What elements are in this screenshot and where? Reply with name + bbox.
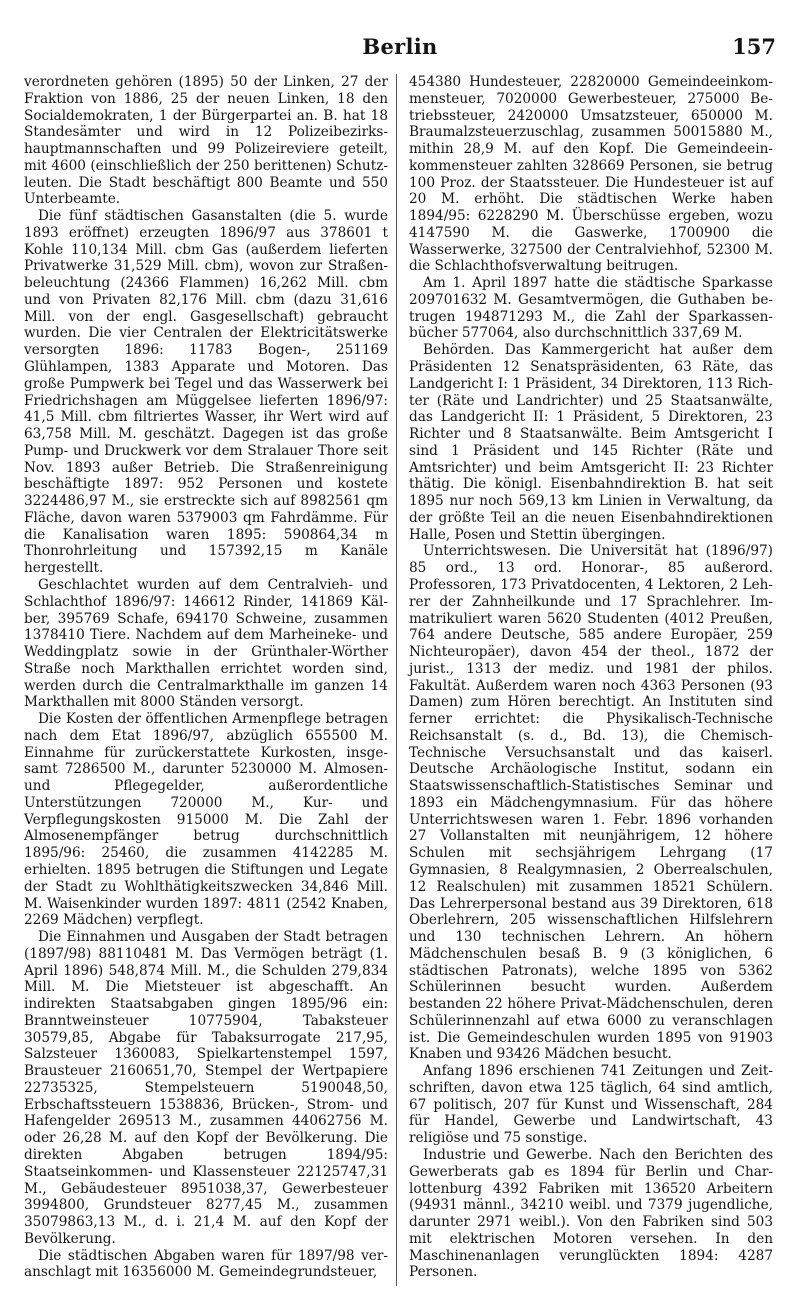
paragraph: Industrie und Gewerbe. Nach den Berichten des Gewerberats gab es 1894 für Berlin und Charlottenburg 4392 Fabriken mit 136520 Arbeitern (94931 männl., 34210 weibl. und 7379 jugendliche, darunter 2971 weibl.). Von den Fabriken sind 503 mit elektrischen Motoren versehen. In den Maschinenanlagen verunglückten 1894: 4287 Personen. (409, 1147, 773, 1281)
paragraph: Anfang 1896 erschienen 741 Zeitungen und Zeitschriften, davon etwa 125 täglich, 64 sind amtlich, 67 politisch, 207 für Kunst und Wissenschaft, 284 für Handel, Gewerbe und Landwirtschaft, 43 religiöse und 75 sonstige. (409, 1063, 773, 1147)
page-number: 157 (732, 34, 776, 59)
left-column (24, 74, 388, 1281)
running-title: Berlin (362, 34, 438, 59)
column-divider (396, 74, 397, 1286)
paragraph: Am 1. April 1897 hatte die städtische Sparkasse 209701632 M. Gesamtvermögen, die Guthaben betrugen 194871293 M., die Zahl der Sparkassenbücher 577064, also durchschnittlich 337,69 M. (409, 275, 773, 342)
paragraph: Die städtischen Abgaben waren für 1897/98 veranschlagt mit 16356000 M. Gemeindegrundsteuer, (24, 1247, 388, 1281)
paragraph: Die Kosten der öffentlichen Armenpflege betragen nach dem Etat 1896/97, abzüglich 655500 M. Einnahme für zurückerstattete Kurkosten, insgesamt 7286500 M., darunter 5230000 M. Almosen- und Pflegegelder, außerordentliche Unterstützungen 720000 M., Kur- und Verpflegungskosten 915000 M. Die Zahl der Almosenempfänger betrug durchschnittlich 1895/96: 25460, die zusammen 4142285 M. erhielten. 1895 betrugen die Stiftungen und Legate der Stadt zu Wohlthätigkeitszwecken 34,846 Mill. M. Waisenkinder wurden 1897: 4811 (2542 Knaben, 2269 Mädchen) verpflegt. (24, 711, 388, 929)
paragraph: Unterrichtswesen. Die Universität hat (1896/97) 85 ord., 13 ord. Honorar-, 85 außerord. Professoren, 173 Privatdocenten, 4 Lektoren, 2 Lehrer der Zahnheilkunde und 17 Sprachlehrer. Immatrikuliert waren 5620 Studenten (4012 Preußen, 764 andere Deutsche, 585 andere Europäer, 259 Nichteuropäer), davon 454 der theol., 1872 der jurist., 1313 der mediz. und 1981 der philos. Fakultät. Außerdem waren noch 4363 Personen (93 Damen) zum Hören berechtigt. An Instituten sind ferner errichtet: die Physikalisch-Technische Reichsanstalt (s. d., Bd. 13), die Chemisch-Technische Versuchsanstalt und das kaiserl. Deutsche Archäologische Institut, sodann ein Staatswissenschaftlich-Statistisches Seminar und 1893 ein Mädchengymnasium. Für das höhere Unterrichtswesen waren 1. Febr. 1896 vorhanden 27 Vollanstalten mit neunjährigem, 12 höhere Schulen mit sechsjährigem Lehrgang (17 Gymnasien, 8 Realgymnasien, 2 Oberrealschulen, 12 Realschulen) mit zusammen 18521 Schülern. Das Lehrerpersonal bestand aus 39 Direktoren, 618 Oberlehrern, 205 wissenschaftlichen Hilfslehrern und 130 technischen Lehrern. An höhern Mädchenschulen besaß B. 9 (3 königlichen, 6 städtischen Patronats), welche 1895 von 5362 Schülerinnen besucht wurden. Außerdem bestanden 22 höhere Privat-Mädchenschulen, deren Schülerinnenzahl auf etwa 6000 zu veranschlagen ist. Die Gemeindeschulen wurden 1895 von 91903 Knaben und 93426 Mädchen besucht. (409, 543, 773, 1063)
paragraph: verordneten gehören (1895) 50 der Linken, 27 der Fraktion von 1886, 25 der neuen Linken, 18 den Socialdemokraten, 1 der Bürgerpartei an. B. hat 18 Standesämter und wird in 12 Polizeibezirkshauptmannschaften und 99 Polizeireviere geteilt, mit 4600 (einschließlich der 250 berittenen) Schutzleuten. Die Stadt beschäftigt 800 Beamte und 550 Unterbeamte. (24, 74, 388, 208)
paragraph: Die fünf städtischen Gasanstalten (die 5. wurde 1893 eröffnet) erzeugten 1896/97 aus 378601 t Kohle 110,134 Mill. cbm Gas (außerdem lieferten Privatwerke 31,529 Mill. cbm), wovon zur Straßenbeleuchtung (24366 Flammen) 16,262 Mill. cbm und von Privaten 82,176 Mill. cbm (dazu 31,616 Mill. von der engl. Gasgesellschaft) gebraucht wurden. Die vier Centralen der Elektricitätswerke versorgten 1896: 11783 Bogen-, 251169 Glühlampen, 1383 Apparate und Motoren. Das große Pumpwerk bei Tegel und das Wasserwerk bei Friedrichshagen am Müggelsee lieferten 1896/97: 41,5 Mill. cbm filtriertes Wasser, ihr Wert wird auf 63,758 Mill. M. geschätzt. Dagegen ist das große Pump- und Druckwerk vor dem Stralauer Thore seit Nov. 1893 außer Betrieb. Die Straßenreinigung beschäftigte 1897: 952 Personen und kostete 3224486,97 M., sie erstreckte sich auf 8982561 qm Fläche, davon waren 5379003 qm Fahrdämme. Für die Kanalisation waren 1895: 590864,34 m Thonrohrleitung und 157392,15 m Kanäle hergestellt. (24, 208, 388, 577)
right-column (409, 74, 773, 1281)
paragraph: 454380 Hundesteuer, 22820000 Gemeindeeinkommensteuer, 7020000 Gewerbesteuer, 275000 Betriebssteuer, 2420000 Umsatzsteuer, 650000 M. Braumalzsteuerzuschlag, zusammen 50015880 M., mithin 28,9 M. auf den Kopf. Die Gemeindeeinkommensteuer zahlten 328669 Personen, sie betrug 100 Proz. der Staatssteuer. Die Hundesteuer ist auf 20 M. erhöht. Die städtischen Werke haben 1894/95: 6228290 M. Überschüsse ergeben, wozu 4147590 M. die Gaswerke, 1700900 die Wasserwerke, 327500 der Centralviehhof, 52300 M. die Schlachthofsverwaltung beitrugen. (409, 74, 773, 275)
paragraph: Geschlachtet wurden auf dem Centralvieh- und Schlachthof 1896/97: 146612 Rinder, 141869 Kälber, 395769 Schafe, 694170 Schweine, zusammen 1378410 Tiere. Nachdem auf dem Marheineke- und Weddingplatz sowie in der Grünthaler-Wörther Straße noch Markthallen errichtet worden sind, werden durch die Centralmarkthalle im ganzen 14 Markthallen mit 8000 Ständen versorgt. (24, 576, 388, 711)
page-header (24, 34, 776, 64)
paragraph: Die Einnahmen und Ausgaben der Stadt betragen (1897/98) 88110481 M. Das Vermögen beträgt (1. April 1896) 548,874 Mill. M., die Schulden 279,834 Mill. M. Die Mietsteuer ist abgeschafft. An indirekten Staatsabgaben gingen 1895/96 ein: Branntweinsteuer 10775904, Tabaksteuer 30579,85, Abgabe für Tabaksurrogate 217,95, Salzsteuer 1360083, Spielkartenstempel 1597, Brausteuer 2160651,70, Stempel der Wertpapiere 22735325, Stempelsteuern 5190048,50, Erbschaftssteuern 1538836, Brücken-, Strom- und Hafengelder 269513 M., zusammen 44062756 M. oder 26,28 M. auf den Kopf der Bevölkerung. Die direkten Abgaben betrugen 1894/95: Staatseinkommen- und Klassensteuer 22125747,31 M., Gebäudesteuer 8951038,37, Gewerbesteuer 3994800, Grundsteuer 8277,45 M., zusammen 35079863,13 M., d. i. 21,4 M. auf den Kopf der Bevölkerung. (24, 929, 388, 1247)
paragraph: Behörden. Das Kammergericht hat außer dem Präsidenten 12 Senatspräsidenten, 63 Räte, das Landgericht I: 1 Präsident, 34 Direktoren, 113 Richter (Räte und Landrichter) und 25 Staatsanwälte, das Landgericht II: 1 Präsident, 5 Direktoren, 23 Richter und 8 Staatsanwälte. Beim Amtsgericht I sind 1 Präsident und 145 Richter (Räte und Amtsrichter) und beim Amtsgericht II: 23 Richter thätig. Die königl. Eisenbahndirektion B. hat seit 1895 nur noch 569,13 km Linien in Verwaltung, da der größte Teil an die neuen Eisenbahndirektionen Halle, Posen und Stettin übergingen. (409, 342, 773, 543)
